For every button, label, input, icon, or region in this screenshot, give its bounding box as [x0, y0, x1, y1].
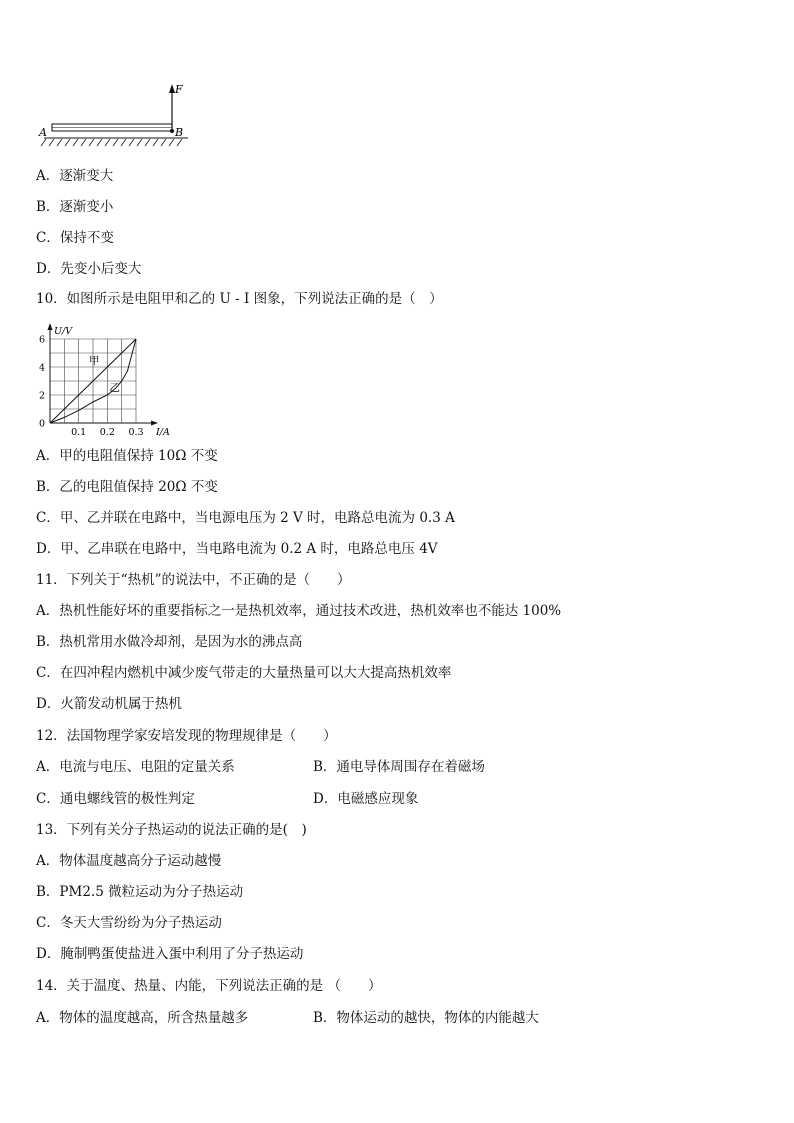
q9-option-b: B．逐渐变小: [36, 199, 114, 215]
q13-stem: 13．下列有关分子热运动的说法正确的是( ): [36, 822, 307, 838]
chart-labels: [39, 326, 170, 438]
series-label-yi: 乙: [109, 381, 120, 394]
q10-option-c: C．甲、乙并联在电路中，当电源电压为 2 V 时，电路总电流为 0.3 A: [36, 510, 455, 526]
y-tick-label: 0: [38, 418, 45, 430]
q9-option-c: C．保持不变: [36, 230, 114, 246]
q12-option-c: C．通电螺线管的极性判定: [36, 791, 195, 807]
q10-stem: 10．如图所示是电阻甲和乙的 U - I 图象，下列说法正确的是（ ）: [36, 291, 443, 307]
point-label-B: B: [175, 126, 184, 139]
q9-option-d: D．先变小后变大: [36, 261, 142, 277]
q13-option-d: D．腌制鸭蛋使盐进入蛋中利用了分子热运动: [36, 946, 304, 962]
q11-option-d: D．火箭发动机属于热机: [36, 696, 182, 712]
q12-option-b: B．通电导体周围存在着磁场: [313, 759, 485, 775]
point-label-A: A: [39, 126, 47, 139]
x-tick-label: 0.2: [99, 427, 115, 438]
q12-stem: 12．法国物理学家安培发现的物理规律是（ ）: [36, 728, 337, 744]
q11-option-c: C．在四冲程内燃机中减少废气带走的大量热量可以大大提高热机效率: [36, 665, 452, 681]
q11-option-b: B．热机常用水做冷却剂，是因为水的沸点高: [36, 634, 303, 650]
force-label-F: F: [175, 83, 183, 96]
q13-option-b: B．PM2.5 微粒运动为分子热运动: [36, 884, 244, 900]
y-axis-label: U/V: [54, 326, 73, 337]
y-tick-label: 2: [38, 390, 45, 402]
u-i-chart: [30, 318, 180, 440]
y-tick-label: 6: [38, 334, 45, 346]
q14-option-b: B．物体运动的越快，物体的内能越大: [313, 1010, 539, 1026]
x-tick-label: 0.1: [71, 427, 87, 438]
series-label-jia: 甲: [89, 355, 100, 368]
q10-option-b: B．乙的电阻值保持 20Ω 不变: [36, 479, 218, 495]
q10-option-d: D．甲、乙串联在电路中，当电路电流为 0.2 A 时，电路总电压 4V: [36, 541, 438, 557]
y-axis-arrow: [48, 323, 53, 330]
q11-option-a: A．热机性能好坏的重要指标之一是热机效率，通过技术改进，热机效率也不能达 100%: [36, 603, 562, 619]
lever-figure: [36, 80, 196, 156]
q13-option-c: C．冬天大雪纷纷为分子热运动: [36, 915, 222, 931]
q10-option-a: A．甲的电阻值保持 10Ω 不变: [36, 448, 218, 464]
q9-option-a: A．逐渐变大: [36, 168, 114, 184]
q11-stem: 11．下列关于“热机”的说法中，不正确的是（ ）: [36, 572, 351, 588]
x-axis-label: I/A: [156, 427, 170, 438]
q13-option-a: A．物体温度越高分子运动越慢: [36, 853, 222, 869]
x-tick-label: 0.3: [128, 427, 144, 438]
q12-option-d: D．电磁感应现象: [313, 791, 419, 807]
x-axis-arrow: [151, 421, 158, 426]
q14-option-a: A．物体的温度越高，所含热量越多: [36, 1010, 249, 1026]
q12-option-a: A．电流与电压、电阻的定量关系: [36, 759, 235, 775]
q14-stem: 14．关于温度、热量、内能，下列说法正确的是 （ ）: [36, 978, 382, 994]
y-tick-label: 4: [38, 362, 45, 374]
